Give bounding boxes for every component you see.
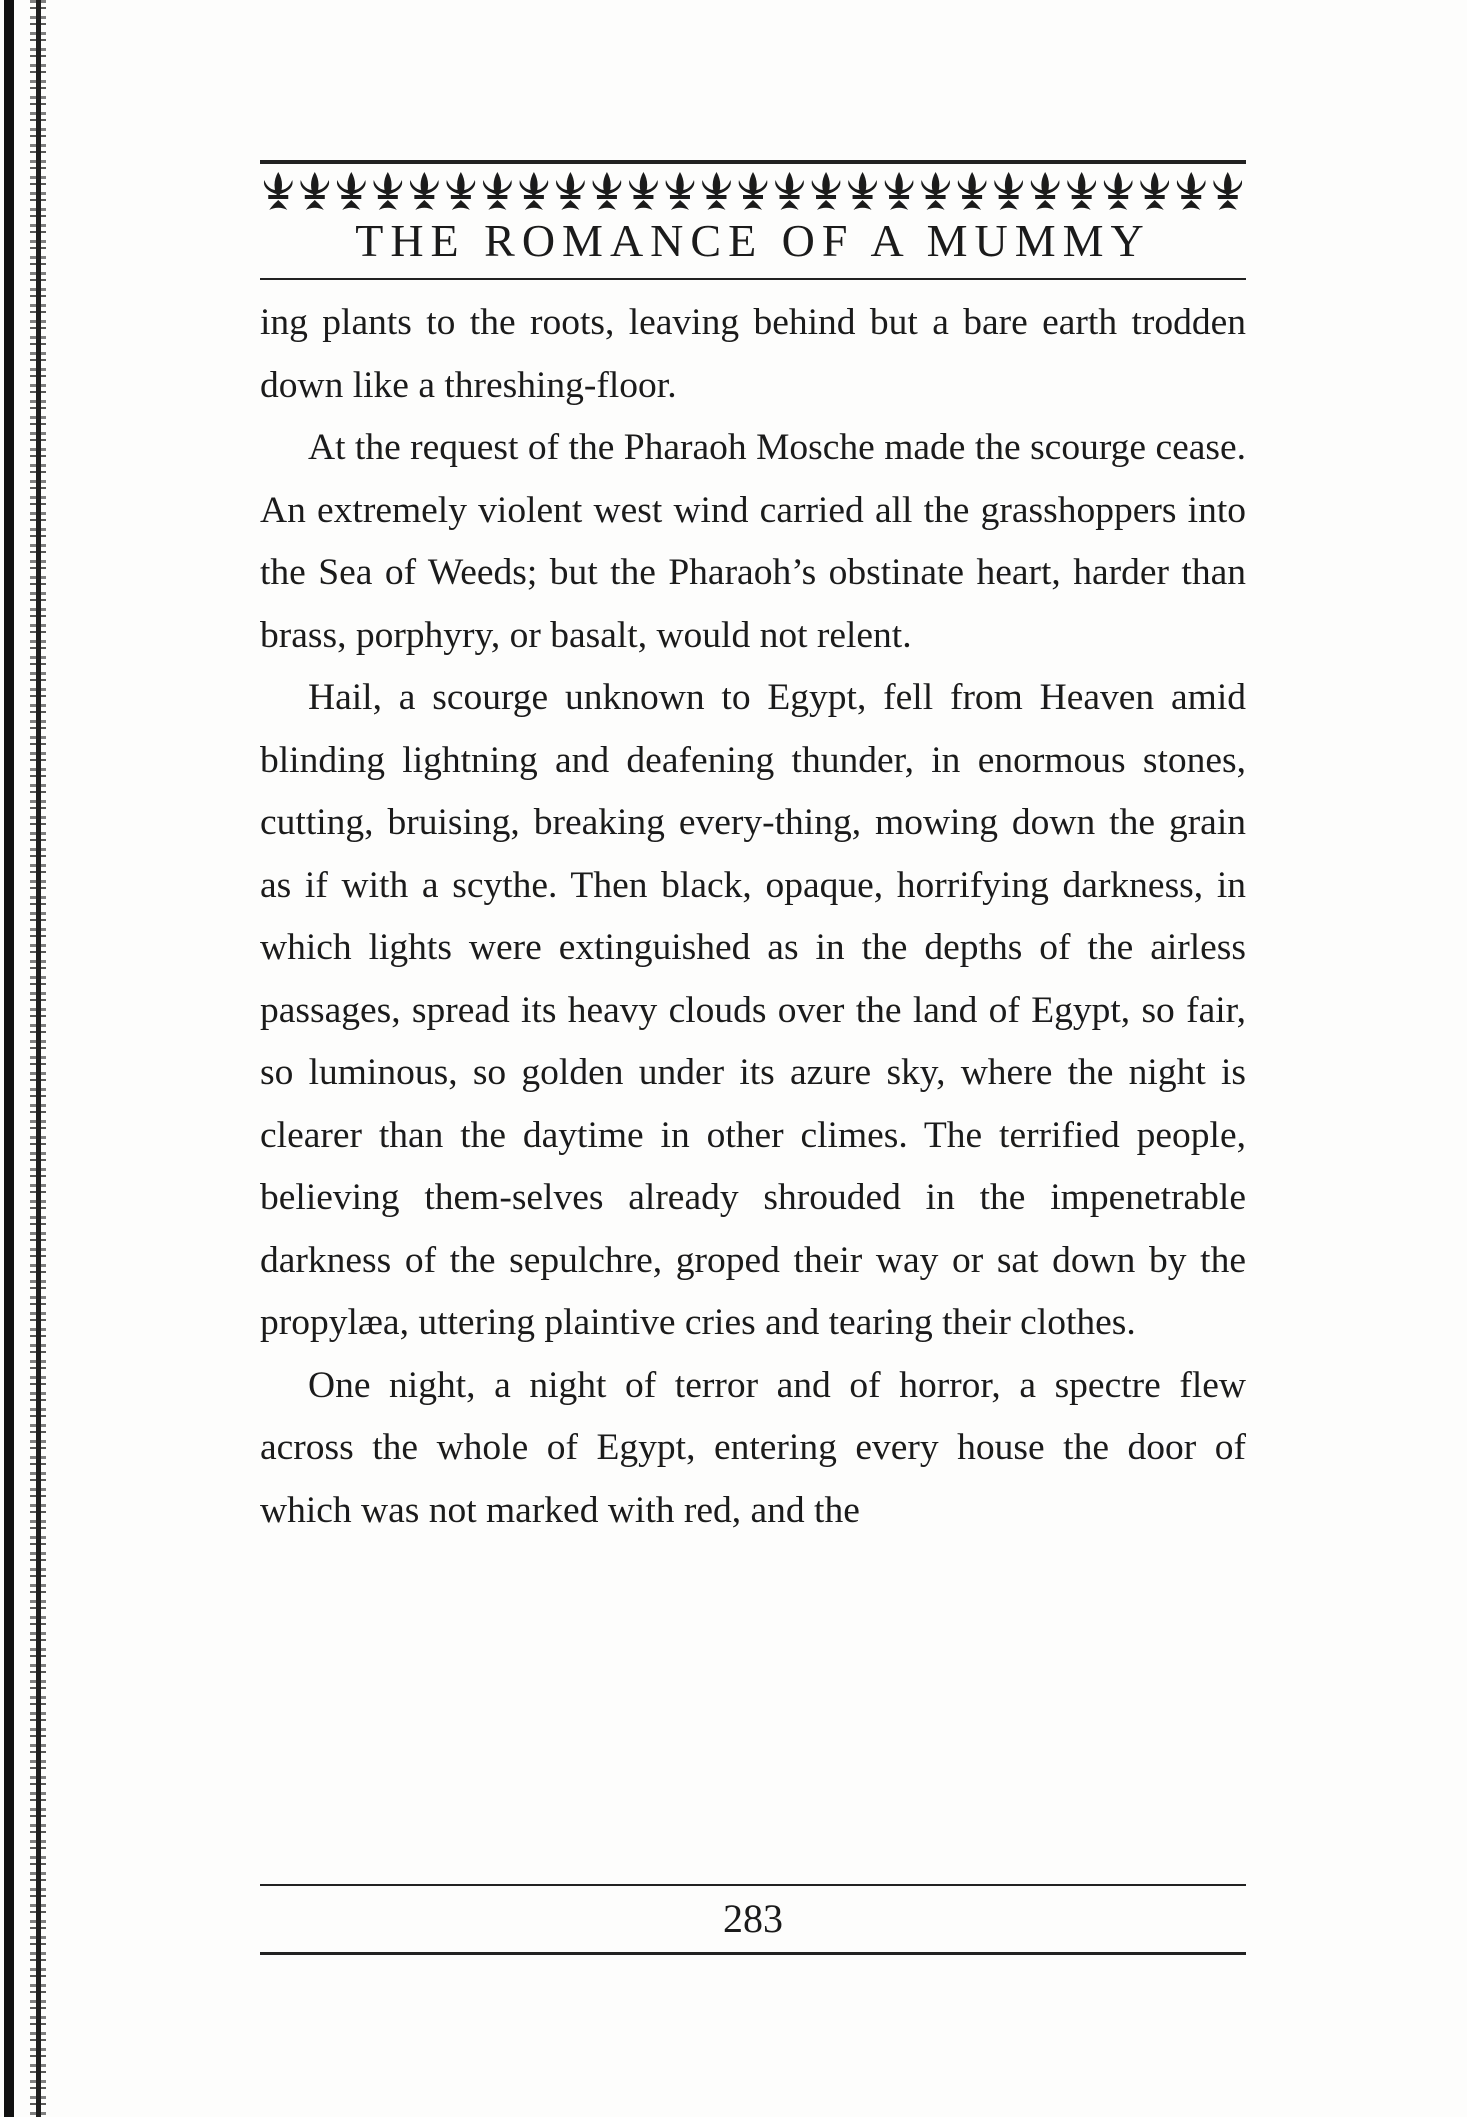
fleur-de-lis-icon: [260, 166, 1246, 216]
fleur-de-lis-icon: [593, 172, 622, 210]
fleur-de-lis-icon: [520, 172, 549, 210]
paragraph: Hail, a scourge unknown to Egypt, fell from Heaven amid blinding lightning and deafening thunder, in enormous stones, cutting, bruising, breaking every-thing, mowing down the grain as if with a scythe. Then black, opaque, horrifying darkness, in which lights were extinguished as in the depths of the airless passages, spread its heavy clouds over the land of Egypt, so fair, so luminous, so golden under its azure sky, where the night is clearer than the daytime in other climes. The terrified people, believing them-selves already shrouded in the impenetrable darkness of the sepulchre, groped their way or sat down by the propylæa, uttering plaintive cries and tearing their clothes.: [260, 677, 1246, 1343]
fleur-de-lis-icon: [739, 172, 768, 210]
page-footer: [260, 1884, 1246, 1955]
footer-bottom-rule: [260, 1952, 1246, 1955]
fleur-de-lis-icon: [1031, 172, 1060, 210]
fleur-de-lis-icon: [337, 172, 366, 210]
paragraph: One night, a night of terror and of horror, a spectre flew across the whole of Egypt, entering every house the door of which was not marked with red, and the: [260, 1364, 1246, 1531]
fleur-de-lis-icon: [1104, 172, 1133, 210]
fleur-de-lis-icon: [1067, 172, 1096, 210]
page-number: 283: [723, 1896, 783, 1941]
header-top-rule: [260, 160, 1246, 164]
fleur-de-lis-icon: [848, 172, 877, 210]
body-text: [260, 292, 1246, 1542]
fleur-de-lis-ornament-row: [260, 166, 1246, 216]
running-title: THE ROMANCE OF A MUMMY: [355, 215, 1151, 266]
fleur-de-lis-icon: [702, 172, 731, 210]
fleur-de-lis-icon: [1213, 172, 1242, 210]
fleur-de-lis-icon: [885, 172, 914, 210]
header-bottom-rule: [260, 278, 1246, 280]
paragraph-continuation: ing plants to the roots, leaving behind but a bare earth trodden down like a threshing-floor.: [260, 302, 1246, 406]
paragraph: At the request of the Pharaoh Mosche made the scourge cease. An extremely violent west wind carried all the grasshoppers into the Sea of Weeds; but the Pharaoh’s obstinate heart, harder than brass, porphyry, or basalt, would not relent.: [260, 427, 1246, 656]
binding-shadow-thin: [36, 0, 41, 2117]
binding-shadow-thick: [4, 0, 14, 2117]
fleur-de-lis-icon: [629, 172, 658, 210]
fleur-de-lis-icon: [556, 172, 585, 210]
page-content: [260, 160, 1246, 1542]
fleur-de-lis-icon: [1177, 172, 1206, 210]
fleur-de-lis-icon: [921, 172, 950, 210]
fleur-de-lis-icon: [374, 172, 403, 210]
footer-top-rule: [260, 1884, 1246, 1886]
fleur-de-lis-icon: [410, 172, 439, 210]
scanned-binding-edge: [0, 0, 52, 2117]
fleur-de-lis-icon: [447, 172, 476, 210]
fleur-de-lis-icon: [666, 172, 695, 210]
fleur-de-lis-icon: [958, 172, 987, 210]
fleur-de-lis-icon: [300, 172, 329, 210]
fleur-de-lis-icon: [775, 172, 804, 210]
fleur-de-lis-icon: [1140, 172, 1169, 210]
fleur-de-lis-icon: [812, 172, 841, 210]
fleur-de-lis-icon: [994, 172, 1023, 210]
fleur-de-lis-icon: [264, 172, 293, 210]
fleur-de-lis-icon: [483, 172, 512, 210]
